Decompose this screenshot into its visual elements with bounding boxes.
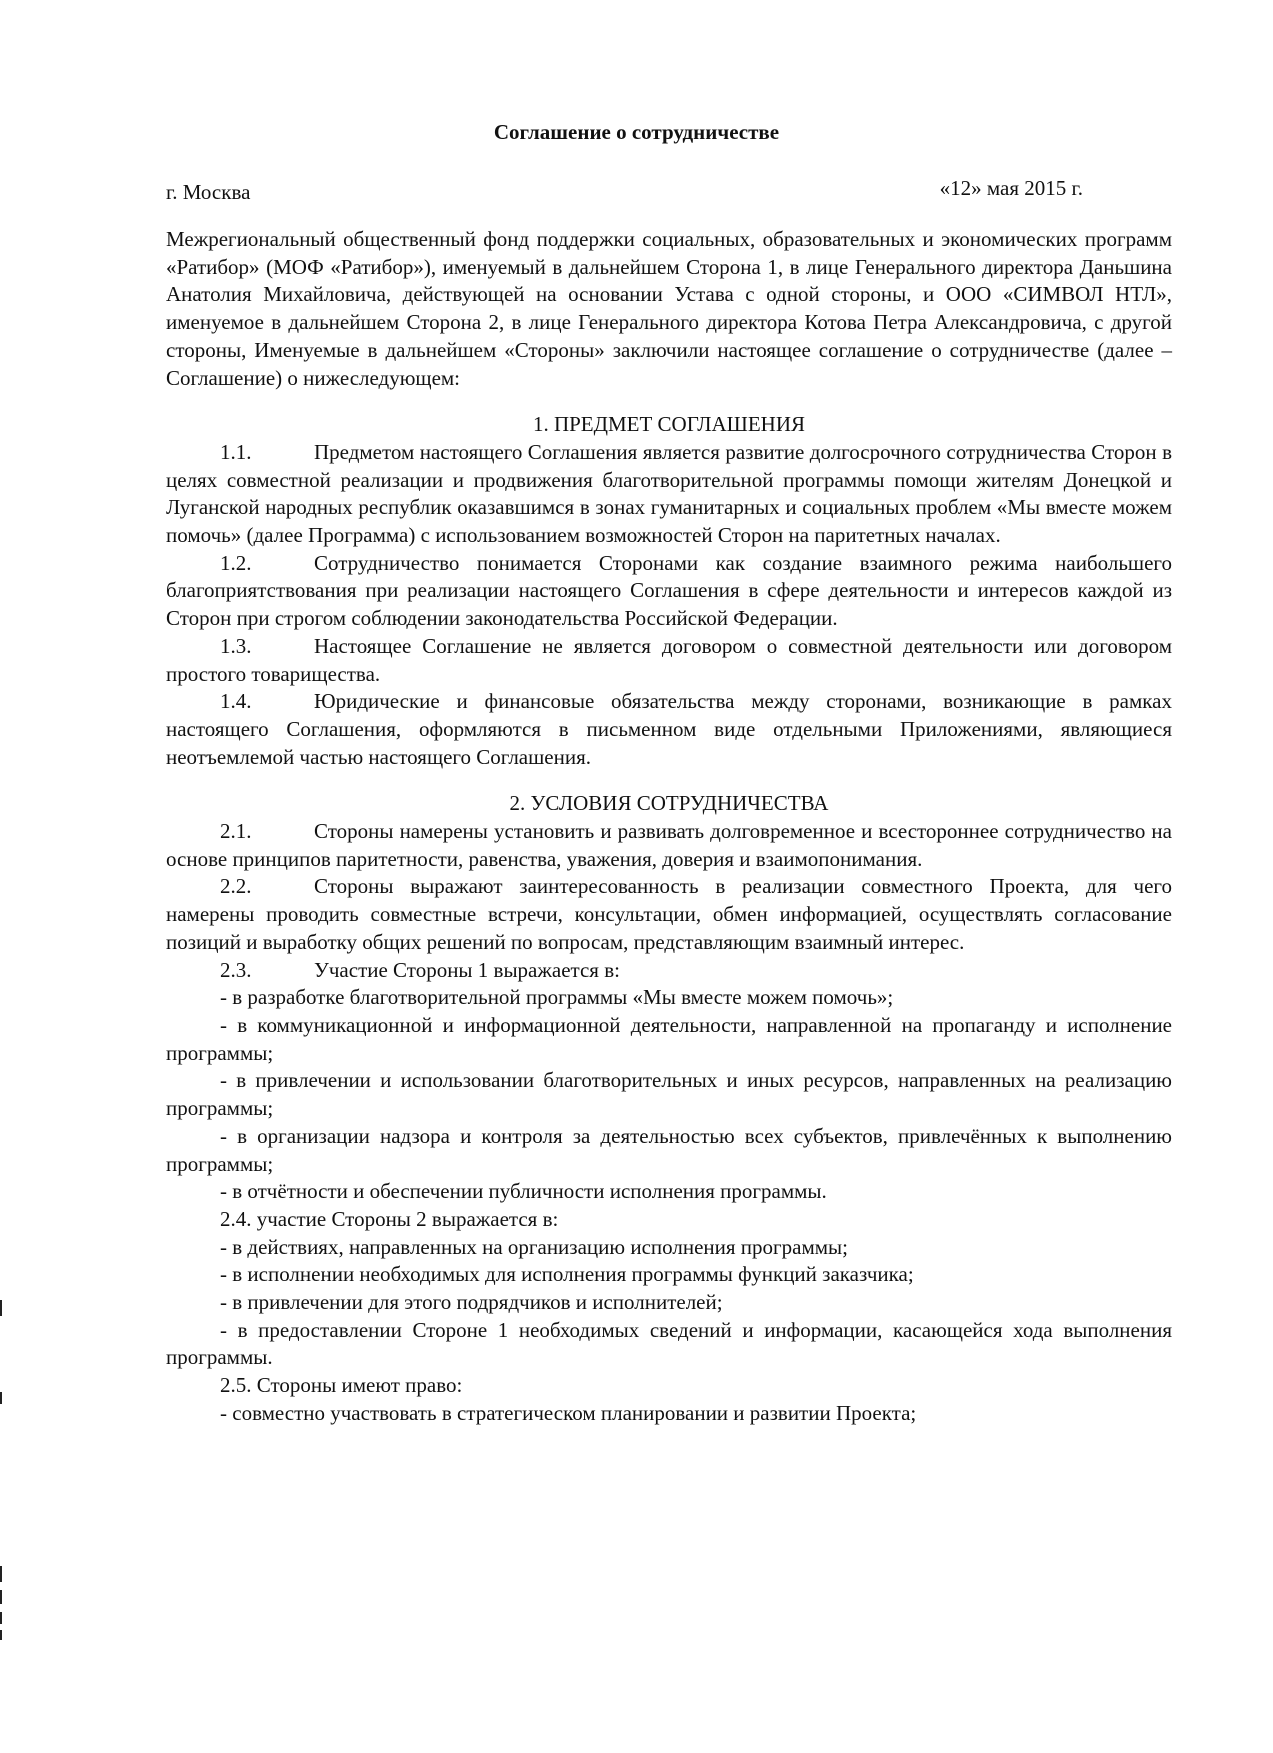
scan-edge-mark: [0, 1630, 2, 1640]
clause-text: Стороны намерены установить и развивать долговременное и всестороннее сотрудничество на основе принципов паритетности, равенства, уважения, доверия и взаимопонимания.: [166, 819, 1172, 871]
scan-edge-mark: [0, 1590, 2, 1604]
clause-text: Предметом настоящего Соглашения является развитие долгосрочного сотрудничества Сторон в целях совместной реализации и продвижения благотворительной программы помощи жителям Донецкой и Луганской народных республик оказавшимся в зонах гуманитарных и социальных проблем «Мы вместе можем помочь» (далее Программа) с использованием возможностей Сторон на паритетных началах.: [166, 439, 1172, 548]
list-item: - в привлечении для этого подрядчиков и исполнителей;: [220, 1290, 723, 1315]
clause-text: Юридические и финансовые обязательства между сторонами, возникающие в рамках настоящего Соглашения, оформляются в письменном виде отдельными Приложениями, являющиеся неотъемлемой частью настоящего Соглашения.: [166, 689, 1172, 769]
document-title: Соглашение о сотрудничестве: [493, 120, 780, 144]
clause-text: Настоящее Соглашение не является договором о совместной деятельности или договором простого товарищества.: [166, 633, 1172, 686]
clause-number: 2.2.: [220, 874, 252, 899]
list-item: - совместно участвовать в стратегическом планировании и развитии Проекта;: [220, 1400, 917, 1425]
section-1-heading: 1. ПРЕДМЕТ СОГЛАШЕНИЯ: [532, 412, 806, 437]
list-item: - в коммуникационной и информационной деятельности, направленной на пропаганду и исполнение программы;: [166, 1012, 1172, 1065]
clause-2-1: [166, 818, 1172, 873]
scan-edge-mark: [0, 1392, 2, 1404]
clause-1-4: [166, 688, 1172, 771]
clause-1-3: [166, 633, 1172, 688]
clause-number: 2.3.: [220, 957, 252, 982]
intro-paragraph: Межрегиональный общественный фонд поддержки социальных, образовательных и экономических программ «Ратибор» (МОФ «Ратибор»), именуемый в дальнейшем Сторона 1, в лице Генерального директора Даньшина Анатолия Михайловича, действующей на основании Устава с одной стороны, и ООО «СИМВОЛ НТЛ», именуемое в дальнейшем Сторона 2, в лице Генерального директора Котова Петра Александровича, с другой стороны, Именуемые в дальнейшем «Стороны» заключили настоящее соглашение о сотрудничестве (далее – Соглашение) о нижеследующем:: [166, 227, 1172, 390]
list-item: - в разработке благотворительной программы «Мы вместе можем помочь»;: [220, 985, 894, 1010]
clause-text: Участие Стороны 1 выражается в:: [314, 957, 620, 982]
clause-number: 1.3.: [220, 633, 252, 658]
clause-number: 1.4.: [220, 689, 252, 714]
clause-text: Стороны выражают заинтересованность в реализации совместного Проекта, для чего намерены проводить совместные встречи, консультации, обмен информацией, осуществлять согласование позиций и выработку общих решений по вопросам, представляющим взаимный интерес.: [166, 874, 1172, 954]
clause-2-2: [166, 873, 1172, 956]
scan-edge-mark: [0, 1300, 2, 1316]
clause-number: 2.1.: [220, 819, 252, 844]
document-date: «12» мая 2015 г.: [939, 176, 1083, 200]
clause-2-4: 2.4. участие Стороны 2 выражается в:: [220, 1206, 559, 1231]
section-2-heading: 2. УСЛОВИЯ СОТРУДНИЧЕСТВА: [509, 791, 829, 816]
clause-text: Сотрудничество понимается Сторонами как создание взаимного режима наибольшего благоприятствования при реализации настоящего Соглашения в сфере деятельности и интересов каждой из Сторон при строгом соблюдении законодательства Российской Федерации.: [166, 550, 1172, 631]
list-item: - в действиях, направленных на организацию исполнения программы;: [220, 1234, 848, 1259]
scan-edge-mark: [0, 1566, 2, 1582]
list-item: - в отчётности и обеспечении публичности исполнения программы.: [220, 1179, 827, 1204]
document-body: [166, 226, 1172, 1428]
clause-2-5: 2.5. Стороны имеют право:: [220, 1373, 463, 1398]
list-item: - в организации надзора и контроля за деятельностью всех субъектов, привлечённых к выполнению программы;: [166, 1123, 1172, 1176]
clause-1-2: [166, 550, 1172, 633]
scan-edge-mark: [0, 1612, 2, 1624]
list-item: - в предоставлении Стороне 1 необходимых сведений и информации, касающейся хода выполнения программы.: [166, 1317, 1172, 1370]
clause-number: 1.2.: [220, 550, 252, 575]
clause-1-1: [166, 439, 1172, 550]
list-item: - в исполнении необходимых для исполнения программы функций заказчика;: [220, 1262, 914, 1287]
clause-number: 1.1.: [220, 439, 252, 464]
document-place: г. Москва: [166, 180, 251, 204]
list-item: - в привлечении и использовании благотворительных и иных ресурсов, направленных на реализацию программы;: [166, 1068, 1172, 1121]
clause-2-3: [166, 957, 1172, 985]
